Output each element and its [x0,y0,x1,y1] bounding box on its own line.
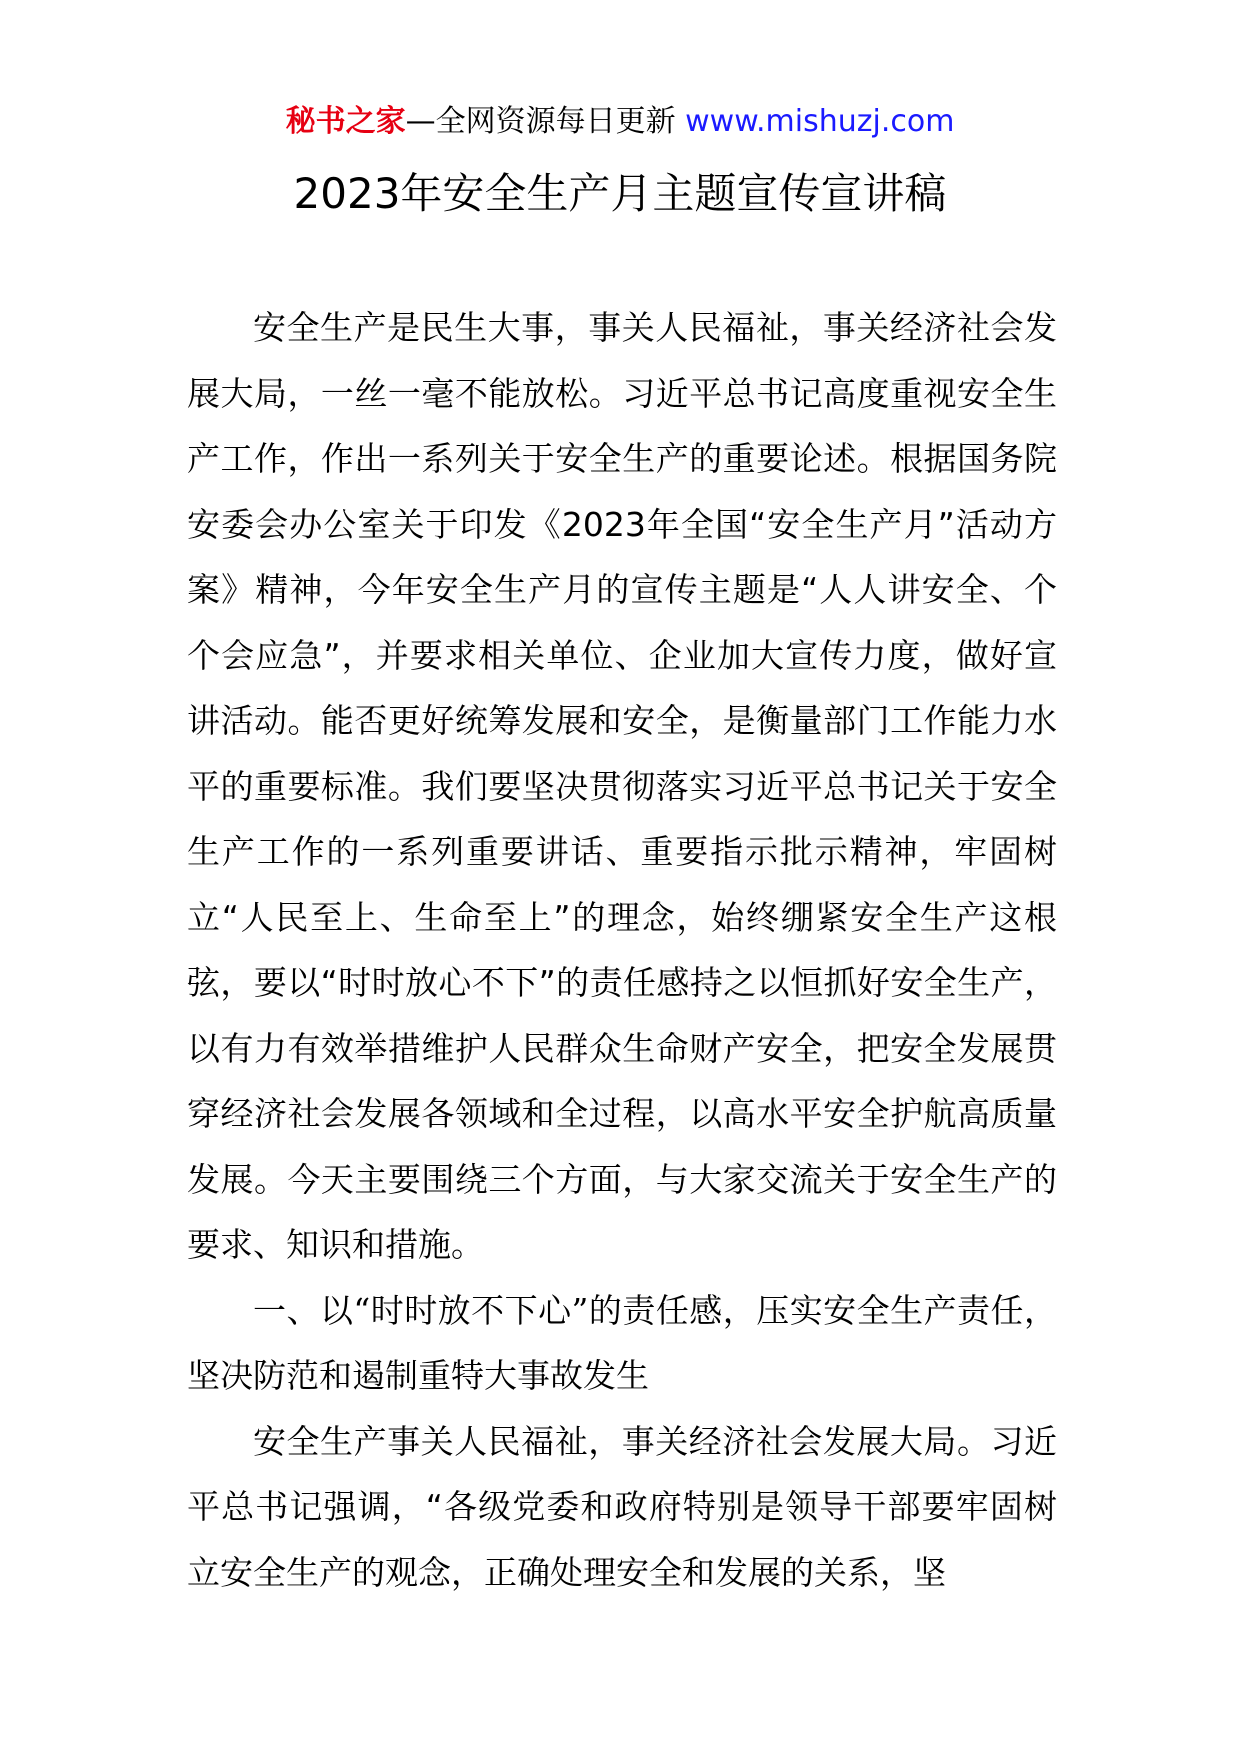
brand-name: 秘书之家 [285,104,406,139]
section-heading-1: 一、以“时时放不下心”的责任感，压实安全生产责任，坚决防范和遏制重特大事故发生 [187,1290,1057,1395]
document-body [187,295,1057,1605]
intro-paragraph: 安全生产是民生大事，事关人民福祉，事关经济社会发展大局，一丝一毫不能放松。习近平总书记高度重视安全生产工作，作出一系列关于安全生产的重要论述。根据国务院安委会办公室关于印发《2023年全国“安全生产月”活动方案》精神，今年安全生产月的宣传主题是“人人讲安全、个个会应急”，并要求相关单位、企业加大宣传力度，做好宣讲活动。能否更好统筹发展和安全，是衡量部门工作能力水平的重要标准。我们要坚决贯彻落实习近平总书记关于安全生产工作的一系列重要讲话、重要指示批示精神，牢固树立“人民至上、生命至上”的理念，始终绷紧安全生产这根弦，要以“时时放心不下”的责任感持之以恒抓好安全生产，以有力有效举措维护人民群众生命财产安全，把安全发展贯穿经济社会发展各领域和全过程，以高水平安全护航高质量发展。今天主要围绕三个方面，与大家交流关于安全生产的要求、知识和措施。 [187,308,1057,1264]
header-tagline: —全网资源每日更新 [405,104,686,139]
document-title: 2023年安全生产月主题宣传宣讲稿 [293,169,947,218]
section-1-paragraph: 安全生产事关人民福祉，事关经济社会发展大局。习近平总书记强调，“各级党委和政府特别是领导干部要牢固树立安全生产的观念，正确处理安全和发展的关系，坚 [187,1421,1057,1592]
site-header [0,102,1240,142]
site-url-link[interactable]: www.mishuzj.com [685,104,955,139]
